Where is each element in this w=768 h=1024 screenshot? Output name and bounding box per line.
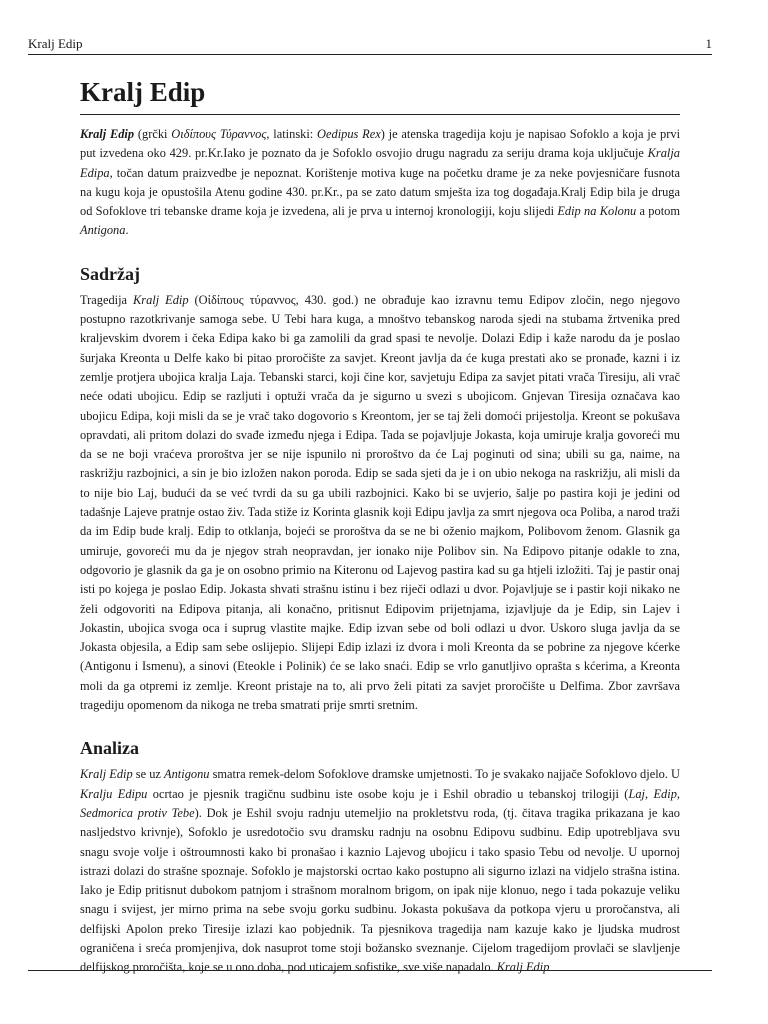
emphasis-run: Sedmorica protiv Tebe: [80, 805, 195, 820]
emphasis-run: Edip na Kolonu: [557, 204, 637, 219]
text-run: se uz: [132, 767, 165, 782]
running-title: Kralj Edip: [28, 36, 83, 51]
text-run: ocrtao je pjesnik tragičnu sudbinu iste osobe koju je i Eshil obradio u tebanskoj trilogiji (: [147, 786, 629, 801]
article-title: Kralj Edip: [80, 76, 680, 115]
emphasis-run: Edip: [653, 786, 677, 801]
emphasis-run: Kralj Edip: [496, 960, 550, 975]
text-run: ). Dok je Eshil svoju radnju utemeljio na prokletstvu roda, (tj. čitava tragika prikazana je kao nasljedstvo krivnje), Sofoklo je usredotočio svu dramsku radnju na osobnu Edipovu sudbinu. Edip upotrebljava svu snagu svoje volje i oštroumnosti kako bi pronašao i kaznio Lajevog ubojicu i tako spasio Tebu od nevolje. U upornoj istrazi dolazi do strašne spoznaje. Sofoklo je majstorski ocrtao kako postupno ali sigurno izlazi na vidjelo strašna istina. Iako je Edip pritisnut dubokom patnjom i strašnom moralnom brigom, on ipak nije klonuo, nego i tada pokazuje veliku snagu i svijest, jer mirno prima na sebe svoju gorku sudbinu. Jokasta pokušava da potkopa vjeru u proročanstva, ali delfijski Apolon preko Tiresije izlazi kao pobjednik. Ta pjesnikova tragedija nam kazuje kako je ljudska mudrost ograničena i sreća promjenjiva, dok nasuprot tome stoji božansko sveznanje. Cijelom tragedijom provlači se slavljenje delfijskog proročišta, koje se u ono doba, pod uticajem sofistike, sve više napadalo.: [80, 805, 680, 975]
text-run: smatra remek-delom Sofoklove dramske umjetnosti. To je svakako najjače Sofoklovo djelo. U: [209, 767, 680, 782]
section-heading-sadrzaj: Sadržaj: [80, 263, 140, 284]
analiza-paragraph: [80, 765, 680, 977]
emphasis-run: Kralj Edip: [80, 127, 135, 141]
text-run: a potom: [636, 204, 680, 219]
text-run: (grčki: [134, 127, 172, 141]
page-number: 1: [705, 36, 712, 51]
emphasis-run: Antigona: [80, 223, 126, 238]
emphasis-run: Οιδίπους Τύραννος: [171, 127, 267, 141]
running-header: [28, 36, 712, 55]
text-run: .: [125, 223, 129, 238]
emphasis-run: Antigonu: [164, 767, 210, 782]
emphasis-run: Laj: [628, 786, 645, 801]
sadrzaj-paragraph: [80, 291, 680, 716]
intro-paragraph: [80, 125, 680, 241]
text-run: , točan datum praizvedbe je nepoznat. Korištenje motiva kuge na početku drame je za neke povjesničare fusnota na kugu koja je opustošila Atenu godine 430. pr.Kr., pa se zato datum smješta iza tog događaja.Kralj Edip bila je druga od Sofoklove tri tebanske drame koja je izvedena, ali je prva u internoj kronologiji, koju slijedi: [80, 165, 680, 219]
emphasis-run: Kralja Edipa: [80, 146, 680, 180]
emphasis-run: Kralju Edipu: [80, 786, 148, 801]
text-run: ) je atenska tragedija koju je napisao Sofoklo a koja je prvi put izvedena oko 429. pr.Kr.Iako je poznato da je Sofoklo osvojio drugu nagradu za seriju drama koja uključuje: [80, 127, 681, 161]
text-run: ,: [676, 786, 680, 801]
text-run: (Οἰδίπους τύραννος, 430. god.) ne obrađuje kao izravnu temu Edipov zločin, nego njegovo postupno razotkrivanje samoga sebe. U Tebi hara kuga, a mnoštvo tebanskog naroda sjedi na stubama žrtvenika pred kraljevskim dvorem i čeka Edipa kako bi ga zamolili da grad spasi te nevolje. Dolazi Edip i kaže narodu da je poslao šurjaka Kreonta u Delfe kako bi pitao proročište za savjet. Kreont javlja da će kuga prestati ako se pronađe, kazni i iz zemlje protjera ubojica kralja Laja. Tebanski starci, koji čine kor, savjetuju Edipa za savjet pitati vrača Tiresiju, ali vrač neće odati ubojicu. Edip se razljuti i optuži vrača da je sigurno u svezi s ubojicom. Gnjevan Tiresija označava kao ubojicu Edipa, koji misli da se je vrač tako dogovorio s Kreontom, jer se taj želi domoći prijestolja. Kreont se pokušava opravdati, ali pritom dolazi do svađe između njega i Edipa. Tada se pojavljuje Jokasta, koja umiruje kralja govoreći mu da se ne boji vraćeva proroštva jer se nije ispunilo ni proroštvo da će Laj poginuti od sina; ubili su ga, naime, na raskrižju razbojnici, a sin je bio izložen nakon poroda. Edip se sada sjeti da je i on ubio nekoga na raskrižju, ali misli da to nije bio Laj, budući da se već tvrdi da su ga ubili razbojnici. Kako bi se uvjerio, šalje po pastira koji je jedini od tadašnje Lajeve pratnje ostao živ. Tada stiže iz Korinta glasnik koji Edipu javlja za smrt njegova oca Poliba, a narod traži da im Edip bude kralj. Edip to otklanja, bojeći se proroštva da se ne bi oženio majkom, Polibovom ženom. Glasnik ga umiruje, govoreći mu da je njegov strah neopravdan, jer ionako nije Polibov sin. Na Edipovo pitanje odakle to zna, odgovorio je glasnik da ga je on osobno primio na Kiteronu od Lajevog pastira kad su ga htjeli izložiti. Taj je pastir onaj isti po kojega je poslao Edip. Jokasta shvati strašnu istinu i bez riječi odlazi u dvor. Pojavljuje se i pastir koji nikako ne želi odgovoriti na Edipova pitanja, ali konačno, pritisnut Edipovim prijetnjama, izjavljuje da je Edip, sin Lajev i Jokastin, ubojica svoga oca i suprug vlastite majke. Edip izvan sebe od boli odlazi u dvor. Uskoro sluga javlja da se Jokasta objesila, a Edip sam sebe oslijepio. Slijepi Edip izlazi iz dvora i moli Kreonta da se pobrine za njegove kćerke (Antigonu i Ismenu), a sinovi (Eteokle i Polinik) će se lako snaći. Edip se vrlo ganutljivo oprašta s kćerima, a Kreonta moli da ga otpremi iz zemlje. Kreont pristaje na to, ali prvo želi pitati za savjet proročište u Delfima. Zbor završava tragediju opomenom da nikoga ne treba smatrati prije smrti sretnim.: [80, 292, 680, 713]
emphasis-run: Kralj Edip: [133, 292, 189, 307]
footer-rule: [28, 970, 712, 971]
text-run: , latinski:: [266, 127, 318, 141]
text-run: Tragedija: [80, 292, 134, 307]
emphasis-run: Kralj Edip: [80, 767, 133, 782]
article-content: [80, 60, 680, 978]
text-run: ,: [644, 786, 654, 801]
emphasis-run: Oedipus Rex: [317, 127, 381, 141]
section-heading-analiza: Analiza: [80, 738, 140, 759]
